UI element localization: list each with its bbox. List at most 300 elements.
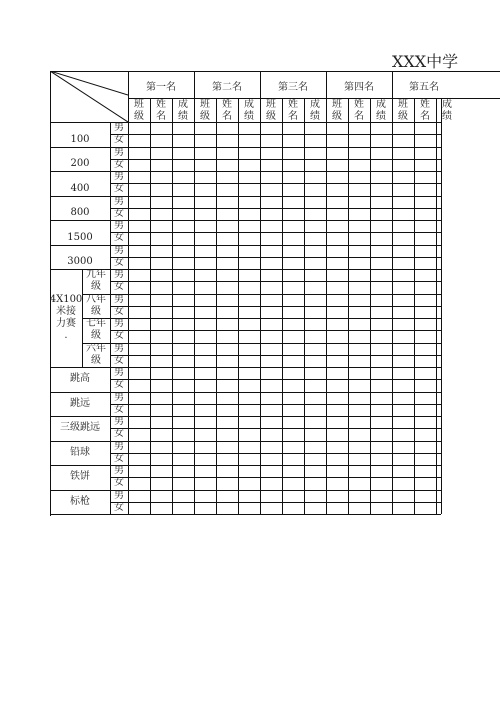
data-entry-cell[interactable] [282,330,304,342]
data-entry-cell[interactable] [392,490,414,502]
data-entry-cell[interactable] [238,269,260,281]
data-entry-cell[interactable] [304,502,326,514]
data-entry-cell[interactable] [150,343,172,355]
data-entry-cell[interactable] [326,196,348,208]
data-entry-cell[interactable] [414,281,436,293]
data-entry-cell[interactable] [392,379,414,391]
data-entry-cell[interactable] [414,245,436,257]
data-entry-cell[interactable] [326,159,348,171]
data-entry-cell[interactable] [238,441,260,453]
data-entry-cell[interactable] [370,122,392,134]
data-entry-cell[interactable] [436,306,441,318]
data-entry-cell[interactable] [326,404,348,416]
data-entry-cell[interactable] [436,355,441,367]
data-entry-cell[interactable] [150,453,172,465]
data-entry-cell[interactable] [370,183,392,195]
data-entry-cell[interactable] [348,122,370,134]
data-entry-cell[interactable] [260,159,282,171]
data-entry-cell[interactable] [128,306,150,318]
data-entry-cell[interactable] [436,416,441,428]
data-entry-cell[interactable] [260,330,282,342]
data-entry-cell[interactable] [194,134,216,146]
data-entry-cell[interactable] [326,441,348,453]
data-entry-cell[interactable] [414,196,436,208]
data-entry-cell[interactable] [414,257,436,269]
data-entry-cell[interactable] [436,490,441,502]
data-entry-cell[interactable] [414,355,436,367]
data-entry-cell[interactable] [436,477,441,489]
data-entry-cell[interactable] [128,428,150,440]
data-entry-cell[interactable] [304,416,326,428]
data-entry-cell[interactable] [260,392,282,404]
data-entry-cell[interactable] [216,281,238,293]
data-entry-cell[interactable] [216,257,238,269]
data-entry-cell[interactable] [326,220,348,232]
data-entry-cell[interactable] [304,208,326,220]
data-entry-cell[interactable] [172,343,194,355]
data-entry-cell[interactable] [370,367,392,379]
data-entry-cell[interactable] [414,269,436,281]
data-entry-cell[interactable] [260,367,282,379]
data-entry-cell[interactable] [238,159,260,171]
data-entry-cell[interactable] [414,306,436,318]
data-entry-cell[interactable] [216,465,238,477]
data-entry-cell[interactable] [282,502,304,514]
data-entry-cell[interactable] [172,134,194,146]
data-entry-cell[interactable] [326,490,348,502]
data-entry-cell[interactable] [172,257,194,269]
data-entry-cell[interactable] [150,441,172,453]
data-entry-cell[interactable] [304,330,326,342]
data-entry-cell[interactable] [194,294,216,306]
data-entry-cell[interactable] [370,294,392,306]
data-entry-cell[interactable] [216,441,238,453]
data-entry-cell[interactable] [392,318,414,330]
data-entry-cell[interactable] [370,147,392,159]
data-entry-cell[interactable] [238,343,260,355]
data-entry-cell[interactable] [436,159,441,171]
data-entry-cell[interactable] [392,245,414,257]
data-entry-cell[interactable] [150,465,172,477]
data-entry-cell[interactable] [282,208,304,220]
data-entry-cell[interactable] [128,269,150,281]
data-entry-cell[interactable] [260,269,282,281]
data-entry-cell[interactable] [282,428,304,440]
data-entry-cell[interactable] [260,220,282,232]
data-entry-cell[interactable] [172,269,194,281]
data-entry-cell[interactable] [304,294,326,306]
data-entry-cell[interactable] [128,122,150,134]
data-entry-cell[interactable] [282,490,304,502]
data-entry-cell[interactable] [348,220,370,232]
data-entry-cell[interactable] [172,196,194,208]
data-entry-cell[interactable] [304,122,326,134]
data-entry-cell[interactable] [414,294,436,306]
data-entry-cell[interactable] [128,416,150,428]
data-entry-cell[interactable] [392,465,414,477]
data-entry-cell[interactable] [348,379,370,391]
data-entry-cell[interactable] [150,330,172,342]
data-entry-cell[interactable] [304,183,326,195]
data-entry-cell[interactable] [304,379,326,391]
data-entry-cell[interactable] [304,306,326,318]
data-entry-cell[interactable] [260,502,282,514]
data-entry-cell[interactable] [326,367,348,379]
data-entry-cell[interactable] [238,355,260,367]
data-entry-cell[interactable] [392,183,414,195]
data-entry-cell[interactable] [150,502,172,514]
data-entry-cell[interactable] [172,367,194,379]
data-entry-cell[interactable] [172,147,194,159]
data-entry-cell[interactable] [326,306,348,318]
data-entry-cell[interactable] [436,183,441,195]
data-entry-cell[interactable] [436,465,441,477]
data-entry-cell[interactable] [392,416,414,428]
data-entry-cell[interactable] [128,232,150,244]
data-entry-cell[interactable] [216,477,238,489]
data-entry-cell[interactable] [172,355,194,367]
data-entry-cell[interactable] [128,477,150,489]
data-entry-cell[interactable] [216,183,238,195]
data-entry-cell[interactable] [348,281,370,293]
data-entry-cell[interactable] [216,171,238,183]
data-entry-cell[interactable] [194,330,216,342]
data-entry-cell[interactable] [414,147,436,159]
data-entry-cell[interactable] [414,477,436,489]
data-entry-cell[interactable] [216,330,238,342]
data-entry-cell[interactable] [216,318,238,330]
data-entry-cell[interactable] [260,196,282,208]
data-entry-cell[interactable] [128,281,150,293]
data-entry-cell[interactable] [194,477,216,489]
data-entry-cell[interactable] [150,477,172,489]
data-entry-cell[interactable] [370,159,392,171]
data-entry-cell[interactable] [392,294,414,306]
data-entry-cell[interactable] [238,196,260,208]
data-entry-cell[interactable] [260,490,282,502]
data-entry-cell[interactable] [282,367,304,379]
data-entry-cell[interactable] [348,196,370,208]
data-entry-cell[interactable] [194,502,216,514]
data-entry-cell[interactable] [282,245,304,257]
data-entry-cell[interactable] [304,428,326,440]
data-entry-cell[interactable] [128,220,150,232]
data-entry-cell[interactable] [370,196,392,208]
data-entry-cell[interactable] [304,367,326,379]
data-entry-cell[interactable] [348,355,370,367]
data-entry-cell[interactable] [216,453,238,465]
data-entry-cell[interactable] [348,147,370,159]
data-entry-cell[interactable] [326,232,348,244]
data-entry-cell[interactable] [194,453,216,465]
data-entry-cell[interactable] [260,453,282,465]
data-entry-cell[interactable] [370,404,392,416]
data-entry-cell[interactable] [304,441,326,453]
data-entry-cell[interactable] [172,392,194,404]
data-entry-cell[interactable] [436,453,441,465]
data-entry-cell[interactable] [128,294,150,306]
data-entry-cell[interactable] [238,330,260,342]
data-entry-cell[interactable] [436,441,441,453]
data-entry-cell[interactable] [172,122,194,134]
data-entry-cell[interactable] [436,294,441,306]
data-entry-cell[interactable] [260,257,282,269]
data-entry-cell[interactable] [282,196,304,208]
data-entry-cell[interactable] [304,281,326,293]
data-entry-cell[interactable] [370,343,392,355]
data-entry-cell[interactable] [216,392,238,404]
data-entry-cell[interactable] [414,220,436,232]
data-entry-cell[interactable] [128,257,150,269]
data-entry-cell[interactable] [392,196,414,208]
data-entry-cell[interactable] [282,355,304,367]
data-entry-cell[interactable] [128,453,150,465]
data-entry-cell[interactable] [392,502,414,514]
data-entry-cell[interactable] [370,392,392,404]
data-entry-cell[interactable] [436,208,441,220]
data-entry-cell[interactable] [194,122,216,134]
data-entry-cell[interactable] [172,220,194,232]
data-entry-cell[interactable] [172,453,194,465]
data-entry-cell[interactable] [282,183,304,195]
data-entry-cell[interactable] [392,404,414,416]
data-entry-cell[interactable] [150,245,172,257]
data-entry-cell[interactable] [282,379,304,391]
data-entry-cell[interactable] [392,257,414,269]
data-entry-cell[interactable] [304,343,326,355]
data-entry-cell[interactable] [260,379,282,391]
data-entry-cell[interactable] [172,428,194,440]
data-entry-cell[interactable] [370,134,392,146]
data-entry-cell[interactable] [260,416,282,428]
data-entry-cell[interactable] [128,208,150,220]
data-entry-cell[interactable] [216,122,238,134]
data-entry-cell[interactable] [392,367,414,379]
data-entry-cell[interactable] [150,159,172,171]
data-entry-cell[interactable] [194,208,216,220]
data-entry-cell[interactable] [370,453,392,465]
data-entry-cell[interactable] [414,490,436,502]
data-entry-cell[interactable] [436,502,441,514]
data-entry-cell[interactable] [436,330,441,342]
data-entry-cell[interactable] [150,269,172,281]
data-entry-cell[interactable] [326,183,348,195]
data-entry-cell[interactable] [150,428,172,440]
data-entry-cell[interactable] [194,196,216,208]
data-entry-cell[interactable] [392,134,414,146]
data-entry-cell[interactable] [282,159,304,171]
data-entry-cell[interactable] [150,416,172,428]
data-entry-cell[interactable] [370,330,392,342]
data-entry-cell[interactable] [216,490,238,502]
data-entry-cell[interactable] [304,232,326,244]
data-entry-cell[interactable] [238,294,260,306]
data-entry-cell[interactable] [414,330,436,342]
data-entry-cell[interactable] [172,159,194,171]
data-entry-cell[interactable] [216,220,238,232]
data-entry-cell[interactable] [436,428,441,440]
data-entry-cell[interactable] [370,318,392,330]
data-entry-cell[interactable] [216,379,238,391]
data-entry-cell[interactable] [436,232,441,244]
data-entry-cell[interactable] [326,355,348,367]
data-entry-cell[interactable] [150,196,172,208]
data-entry-cell[interactable] [260,428,282,440]
data-entry-cell[interactable] [392,392,414,404]
data-entry-cell[interactable] [238,428,260,440]
data-entry-cell[interactable] [348,404,370,416]
data-entry-cell[interactable] [436,343,441,355]
data-entry-cell[interactable] [370,428,392,440]
data-entry-cell[interactable] [392,355,414,367]
data-entry-cell[interactable] [348,441,370,453]
data-entry-cell[interactable] [282,134,304,146]
data-entry-cell[interactable] [370,465,392,477]
data-entry-cell[interactable] [436,134,441,146]
data-entry-cell[interactable] [282,294,304,306]
data-entry-cell[interactable] [414,159,436,171]
data-entry-cell[interactable] [370,355,392,367]
data-entry-cell[interactable] [414,416,436,428]
data-entry-cell[interactable] [260,343,282,355]
data-entry-cell[interactable] [216,343,238,355]
data-entry-cell[interactable] [260,147,282,159]
data-entry-cell[interactable] [238,367,260,379]
data-entry-cell[interactable] [304,453,326,465]
data-entry-cell[interactable] [348,416,370,428]
data-entry-cell[interactable] [304,159,326,171]
data-entry-cell[interactable] [414,502,436,514]
data-entry-cell[interactable] [194,147,216,159]
data-entry-cell[interactable] [150,490,172,502]
data-entry-cell[interactable] [260,294,282,306]
data-entry-cell[interactable] [238,502,260,514]
data-entry-cell[interactable] [392,441,414,453]
data-entry-cell[interactable] [282,281,304,293]
data-entry-cell[interactable] [150,392,172,404]
data-entry-cell[interactable] [282,220,304,232]
data-entry-cell[interactable] [282,306,304,318]
data-entry-cell[interactable] [304,477,326,489]
data-entry-cell[interactable] [348,245,370,257]
data-entry-cell[interactable] [282,257,304,269]
data-entry-cell[interactable] [128,147,150,159]
data-entry-cell[interactable] [304,147,326,159]
data-entry-cell[interactable] [260,306,282,318]
data-entry-cell[interactable] [150,208,172,220]
data-entry-cell[interactable] [194,171,216,183]
data-entry-cell[interactable] [194,490,216,502]
data-entry-cell[interactable] [370,379,392,391]
data-entry-cell[interactable] [216,428,238,440]
data-entry-cell[interactable] [414,392,436,404]
data-entry-cell[interactable] [128,183,150,195]
data-entry-cell[interactable] [414,122,436,134]
data-entry-cell[interactable] [304,318,326,330]
data-entry-cell[interactable] [194,355,216,367]
data-entry-cell[interactable] [128,355,150,367]
data-entry-cell[interactable] [282,171,304,183]
data-entry-cell[interactable] [194,404,216,416]
data-entry-cell[interactable] [282,147,304,159]
data-entry-cell[interactable] [436,404,441,416]
data-entry-cell[interactable] [150,171,172,183]
data-entry-cell[interactable] [304,134,326,146]
data-entry-cell[interactable] [436,147,441,159]
data-entry-cell[interactable] [348,490,370,502]
data-entry-cell[interactable] [436,392,441,404]
data-entry-cell[interactable] [436,171,441,183]
data-entry-cell[interactable] [260,281,282,293]
data-entry-cell[interactable] [238,318,260,330]
data-entry-cell[interactable] [216,147,238,159]
data-entry-cell[interactable] [216,159,238,171]
data-entry-cell[interactable] [348,208,370,220]
data-entry-cell[interactable] [172,208,194,220]
data-entry-cell[interactable] [194,367,216,379]
data-entry-cell[interactable] [348,294,370,306]
data-entry-cell[interactable] [348,306,370,318]
data-entry-cell[interactable] [150,367,172,379]
data-entry-cell[interactable] [370,245,392,257]
data-entry-cell[interactable] [326,294,348,306]
data-entry-cell[interactable] [370,208,392,220]
data-entry-cell[interactable] [128,404,150,416]
data-entry-cell[interactable] [216,404,238,416]
data-entry-cell[interactable] [414,183,436,195]
data-entry-cell[interactable] [392,147,414,159]
data-entry-cell[interactable] [238,477,260,489]
data-entry-cell[interactable] [326,257,348,269]
data-entry-cell[interactable] [128,367,150,379]
data-entry-cell[interactable] [436,281,441,293]
data-entry-cell[interactable] [326,502,348,514]
data-entry-cell[interactable] [128,171,150,183]
data-entry-cell[interactable] [348,232,370,244]
data-entry-cell[interactable] [194,245,216,257]
data-entry-cell[interactable] [128,490,150,502]
data-entry-cell[interactable] [216,367,238,379]
data-entry-cell[interactable] [260,441,282,453]
data-entry-cell[interactable] [150,306,172,318]
data-entry-cell[interactable] [150,122,172,134]
data-entry-cell[interactable] [348,502,370,514]
data-entry-cell[interactable] [304,490,326,502]
data-entry-cell[interactable] [172,281,194,293]
data-entry-cell[interactable] [216,245,238,257]
data-entry-cell[interactable] [128,465,150,477]
data-entry-cell[interactable] [304,355,326,367]
data-entry-cell[interactable] [370,281,392,293]
data-entry-cell[interactable] [348,330,370,342]
data-entry-cell[interactable] [260,477,282,489]
data-entry-cell[interactable] [194,379,216,391]
data-entry-cell[interactable] [128,379,150,391]
data-entry-cell[interactable] [304,220,326,232]
data-entry-cell[interactable] [326,392,348,404]
data-entry-cell[interactable] [282,343,304,355]
data-entry-cell[interactable] [392,453,414,465]
data-entry-cell[interactable] [260,245,282,257]
data-entry-cell[interactable] [348,159,370,171]
data-entry-cell[interactable] [370,257,392,269]
data-entry-cell[interactable] [414,428,436,440]
data-entry-cell[interactable] [370,269,392,281]
data-entry-cell[interactable] [128,134,150,146]
data-entry-cell[interactable] [194,343,216,355]
data-entry-cell[interactable] [194,416,216,428]
data-entry-cell[interactable] [326,281,348,293]
